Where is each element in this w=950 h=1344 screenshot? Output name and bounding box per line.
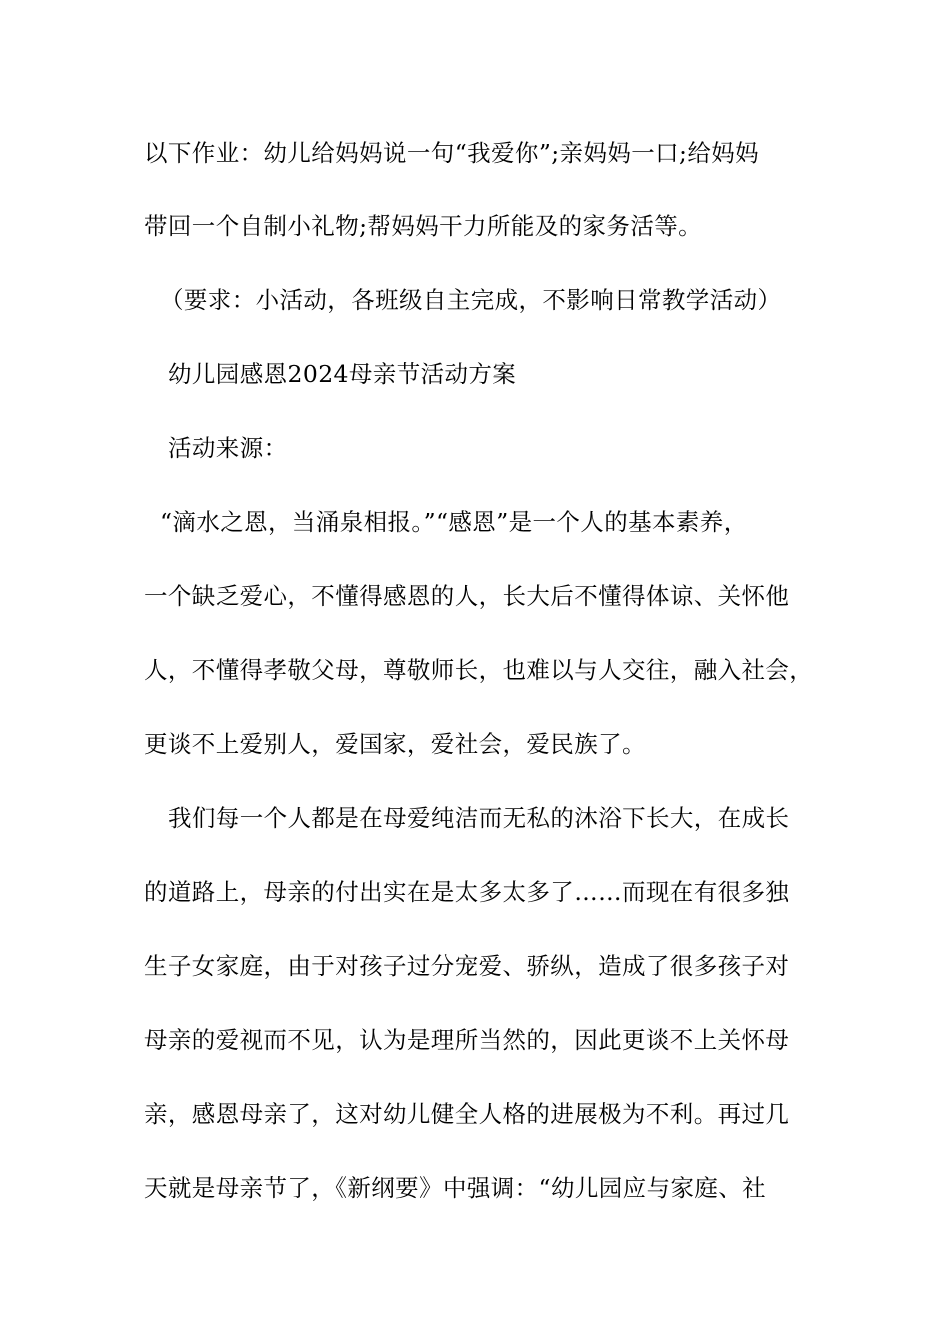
paragraph-1-line-2: 一个缺乏爱心，不懂得感恩的人，长大后不懂得体谅、关怀他: [144, 582, 790, 610]
paragraph-1-line-1: “滴水之恩，当涌泉相报。”“感恩”是一个人的基本素养，: [160, 508, 748, 536]
paragraph-1-line-4: 更谈不上爱别人，爱国家，爱社会，爱民族了。: [144, 730, 646, 758]
section-heading-source: 活动来源：: [168, 434, 288, 462]
paragraph-2-line-5: 亲，感恩母亲了，这对幼儿健全人格的进展极为不利。再过几: [144, 1100, 790, 1128]
paragraph-2-line-6: 天就是母亲节了，《新纲要》中强调：“幼儿园应与家庭、社: [144, 1174, 767, 1202]
paragraph-2-line-4: 母亲的爱视而不见，认为是理所当然的，因此更谈不上关怀母: [144, 1026, 790, 1054]
text-line-homework-cont: 带回一个自制小礼物;帮妈妈干力所能及的家务活等。: [144, 212, 703, 240]
paragraph-1-line-3: 人，不懂得孝敬父母，尊敬师长，也难以与人交往，融入社会，: [144, 656, 814, 684]
paragraph-2-line-3: 生子女家庭，由于对孩子过分宠爱、骄纵，造成了很多孩子对: [144, 952, 790, 980]
paragraph-2-line-2: 的道路上，母亲的付出实在是太多太多了……而现在有很多独: [144, 878, 790, 906]
text-line-requirement: （要求：小活动，各班级自主完成，不影响日常教学活动）: [160, 286, 782, 314]
text-line-homework: 以下作业：幼儿给妈妈说一句“我爱你”;亲妈妈一口;给妈妈: [144, 139, 760, 167]
section-title: 幼儿园感恩2024母亲节活动方案: [168, 360, 517, 388]
paragraph-2-line-1: 我们每一个人都是在母爱纯洁而无私的沐浴下长大，在成长: [168, 804, 790, 832]
